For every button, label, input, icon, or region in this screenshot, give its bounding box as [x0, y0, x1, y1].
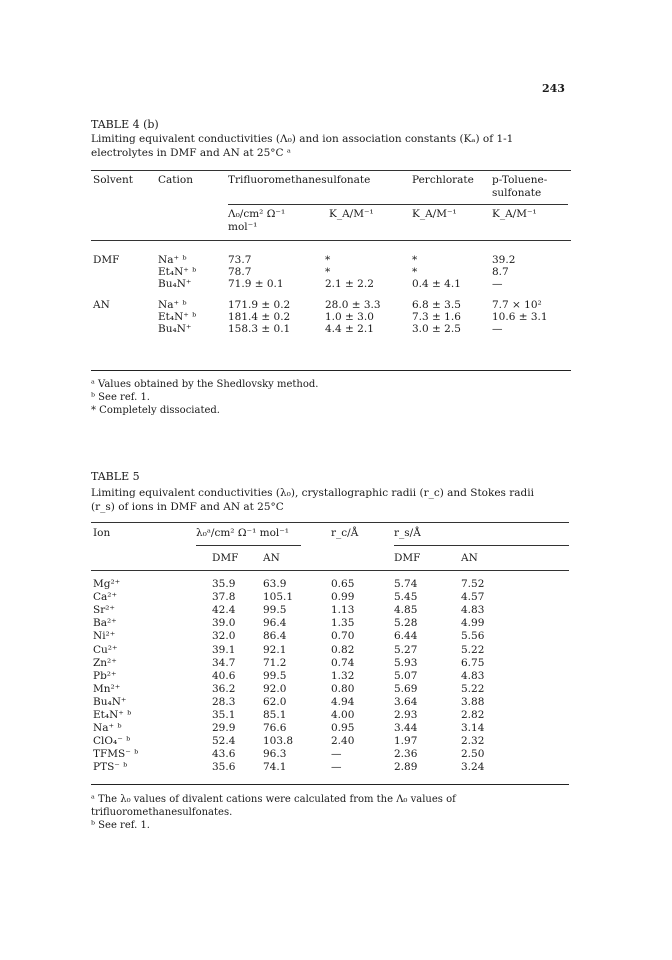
t5-cell-rc: —: [331, 761, 342, 774]
t4-cell-ka-tfms: 28.0 ± 3.3: [325, 299, 381, 311]
t5-cell-rs-an: 7.52: [461, 578, 485, 590]
t5-cell-lambda-dmf: 52.4: [212, 735, 236, 748]
t4-cell-ka-clo4: 0.4 ± 4.1: [412, 278, 461, 290]
t5-cell-rs-dmf: 5.28: [394, 617, 418, 630]
t4-cell-ka-tfms: 2.1 ± 2.2: [325, 278, 374, 290]
t5-cell-ion: ClO₄⁻ ᵇ: [93, 735, 131, 748]
t5-cell-rs-an: 3.14: [461, 722, 485, 735]
t5-cell-lambda-an: 99.5: [263, 604, 287, 617]
t4-cell-ka-clo4: 6.8 ± 3.5: [412, 299, 461, 311]
t4-cell-lambda: 71.9 ± 0.1: [228, 278, 284, 290]
t4-cell-lambda: 73.7: [228, 254, 252, 266]
t5-cell-ion: Sr²⁺: [93, 604, 115, 617]
t5-header-rc: r_c/Å: [331, 527, 359, 539]
t5-header-lambda: λ₀ᵃ/cm² Ω⁻¹ mol⁻¹: [196, 527, 290, 539]
t5-sub-an-rs: AN: [461, 552, 478, 564]
t5-cell-lambda-dmf: 39.1: [212, 643, 236, 656]
t5-header-rs: r_s/Å: [394, 527, 421, 539]
t5-cell-lambda-dmf: 34.7: [212, 656, 236, 669]
t5-cell-lambda-dmf: 29.9: [212, 722, 236, 735]
t4-cell-ka-clo4: 7.3 ± 1.6: [412, 311, 461, 323]
t4-unit-ka-clo4: K_A/M⁻¹: [412, 208, 457, 220]
t5-cell-rs-an: 5.22: [461, 682, 485, 695]
t5-cell-ion: Ba²⁺: [93, 617, 117, 630]
t5-cell-lambda-dmf: 28.3: [212, 695, 236, 708]
table4-header-bottom-rule: [91, 240, 571, 241]
t5-cell-lambda-an: 96.3: [263, 748, 287, 761]
t5-cell-rs-dmf: 5.69: [394, 682, 418, 695]
t5-cell-rc: 2.40: [331, 735, 355, 748]
t5-cell-rc: 0.74: [331, 656, 355, 669]
t5-cell-rs-an: 4.57: [461, 591, 485, 604]
t5-cell-lambda-dmf: 42.4: [212, 604, 236, 617]
t4-cell-ka-clo4: *: [412, 254, 418, 266]
t4-unit-ka-tfms: K_A/M⁻¹: [329, 208, 374, 220]
table5-note-a: ᵃ The λ₀ values of divalent cations were calculated from the Λ₀ values of trifluoromethanesulfonates.: [91, 794, 456, 818]
t5-cell-rs-an: 4.83: [461, 669, 485, 682]
table4-note-a: ᵃ Values obtained by the Shedlovsky method.: [91, 379, 319, 390]
t5-lambda-rule: [196, 545, 301, 546]
t4-cell-ka-pts: 8.7: [492, 266, 509, 278]
t5-cell-rc: 0.95: [331, 722, 355, 735]
t5-cell-lambda-an: 76.6: [263, 722, 287, 735]
t4-cell-cation: Na⁺ ᵇ: [158, 254, 187, 266]
t5-cell-ion: Ca²⁺: [93, 591, 118, 604]
t4-cell-ka-clo4: 3.0 ± 2.5: [412, 323, 461, 335]
t4-cell-ka-tfms: 4.4 ± 2.1: [325, 323, 374, 335]
t5-cell-rs-dmf: 3.44: [394, 722, 418, 735]
t5-cell-lambda-an: 92.1: [263, 643, 287, 656]
t5-cell-rs-dmf: 4.85: [394, 604, 418, 617]
t4-cell-ka-tfms: *: [325, 266, 331, 278]
table4-subheader-rule: [228, 204, 568, 205]
t5-cell-lambda-an: 63.9: [263, 578, 287, 590]
t5-cell-rc: 0.65: [331, 578, 355, 590]
t4-cell-ka-clo4: *: [412, 266, 418, 278]
table4-note-star: * Completely dissociated.: [91, 405, 220, 416]
t5-cell-rc: 1.35: [331, 617, 355, 630]
t5-cell-ion: Bu₄N⁺: [93, 695, 127, 708]
t4-cell-ka-pts: 10.6 ± 3.1: [492, 311, 548, 323]
t5-cell-rs-dmf: 2.89: [394, 761, 418, 774]
t4-header-cation: Cation: [158, 174, 193, 186]
t5-cell-ion: Zn²⁺: [93, 656, 117, 669]
t4-header-solvent: Solvent: [93, 174, 134, 186]
t5-cell-lambda-an: 85.1: [263, 709, 287, 721]
t5-cell-rs-dmf: 5.93: [394, 656, 418, 669]
t5-cell-rs-an: 3.24: [461, 761, 485, 774]
t5-cell-lambda-dmf: 37.8: [212, 591, 236, 604]
table5-top-rule: [91, 522, 569, 523]
t4-cell-lambda: 78.7: [228, 266, 252, 278]
t4-header-pts: p-Toluene-sulfonate: [492, 174, 548, 199]
t5-cell-rc: 0.70: [331, 630, 355, 643]
t5-cell-ion: Et₄N⁺ ᵇ: [93, 709, 132, 721]
t4-cell-ka-pts: —: [492, 278, 503, 290]
t5-cell-lambda-an: 96.4: [263, 617, 287, 630]
t5-cell-ion: PTS⁻ ᵇ: [93, 761, 128, 774]
t5-cell-ion: Pb²⁺: [93, 669, 117, 682]
t5-cell-lambda-dmf: 35.1: [212, 709, 236, 721]
table4-bottom-rule: [91, 370, 571, 371]
table4-caption: Limiting equivalent conductivities (Λ₀) and ion association constants (Kₐ) of 1-1 electrolytes in DMF and AN at 25°C ᵃ: [91, 133, 514, 159]
t5-cell-rs-an: 2.82: [461, 709, 485, 721]
t4-cell-ka-tfms: 1.0 ± 3.0: [325, 311, 374, 323]
t4-cell-ka-pts: —: [492, 323, 503, 335]
t4-cell-ka-pts: 39.2: [492, 254, 516, 266]
t4-cell-lambda: 171.9 ± 0.2: [228, 299, 291, 311]
table4-top-rule: [91, 170, 571, 171]
page-number: 243: [542, 82, 565, 95]
t4-unit-ka-pts: K_A/M⁻¹: [492, 208, 537, 220]
t5-cell-rc: 4.94: [331, 695, 355, 708]
t5-cell-ion: Mn²⁺: [93, 682, 121, 695]
t5-sub-an-lambda: AN: [263, 552, 280, 564]
t5-cell-rc: 0.80: [331, 682, 355, 695]
t5-cell-lambda-an: 62.0: [263, 695, 287, 708]
table5-bottom-rule: [91, 784, 569, 785]
t4-cell-cation: Et₄N⁺ ᵇ: [158, 311, 197, 323]
table5-note-b: ᵇ See ref. 1.: [91, 820, 150, 831]
t4-cell-cation: Et₄N⁺ ᵇ: [158, 266, 197, 278]
t5-cell-ion: Cu²⁺: [93, 643, 118, 656]
t4-header-tfms: Trifluoromethanesulfonate: [228, 174, 371, 186]
t5-cell-lambda-dmf: 39.0: [212, 617, 236, 630]
t5-cell-rs-an: 4.83: [461, 604, 485, 617]
t5-cell-rs-dmf: 3.64: [394, 695, 418, 708]
t5-cell-lambda-dmf: 32.0: [212, 630, 236, 643]
t5-cell-rs-dmf: 5.27: [394, 643, 418, 656]
t5-cell-lambda-an: 71.2: [263, 656, 287, 669]
t5-cell-ion: Ni²⁺: [93, 630, 116, 643]
t5-cell-lambda-an: 74.1: [263, 761, 287, 774]
t4-cell-cation: Bu₄N⁺: [158, 323, 192, 335]
t5-cell-lambda-dmf: 36.2: [212, 682, 236, 695]
t5-cell-rc: 1.13: [331, 604, 355, 617]
t5-cell-rs-dmf: 1.97: [394, 735, 418, 748]
t5-cell-rc: 1.32: [331, 669, 355, 682]
t5-cell-rc: 0.82: [331, 643, 355, 656]
t5-cell-ion: TFMS⁻ ᵇ: [93, 748, 139, 761]
t4-cell-cation: Na⁺ ᵇ: [158, 299, 187, 311]
t4-unit-lambda: Λ₀/cm² Ω⁻¹ mol⁻¹: [228, 208, 286, 233]
t5-cell-ion: Mg²⁺: [93, 578, 121, 590]
table5-header-bottom-rule: [91, 570, 569, 571]
t5-rs-rule: [394, 545, 569, 546]
t5-cell-lambda-an: 99.5: [263, 669, 287, 682]
t5-cell-rs-dmf: 2.36: [394, 748, 418, 761]
t5-cell-rs-an: 4.99: [461, 617, 485, 630]
t5-cell-lambda-an: 92.0: [263, 682, 287, 695]
table5-caption: Limiting equivalent conductivities (λ₀), crystallographic radii (r_c) and Stokes radii (r_s) of ions in DMF and AN at 25°C: [91, 487, 534, 513]
t5-cell-rc: —: [331, 748, 342, 761]
t4-cell-solvent: DMF: [93, 254, 120, 266]
t4-cell-ka-tfms: *: [325, 254, 331, 266]
t5-cell-rc: 0.99: [331, 591, 355, 604]
t5-cell-lambda-an: 105.1: [263, 591, 294, 604]
t5-cell-lambda-dmf: 43.6: [212, 748, 236, 761]
t5-cell-rs-an: 2.50: [461, 748, 485, 761]
table4-note-b: ᵇ See ref. 1.: [91, 392, 150, 403]
t4-cell-ka-pts: 7.7 × 10²: [492, 299, 542, 311]
t4-cell-solvent: AN: [93, 299, 110, 311]
t5-cell-lambda-dmf: 35.9: [212, 578, 236, 590]
t5-cell-ion: Na⁺ ᵇ: [93, 722, 122, 735]
t5-header-ion: Ion: [93, 527, 111, 539]
t5-sub-dmf-rs: DMF: [394, 552, 421, 564]
t4-cell-cation: Bu₄N⁺: [158, 278, 192, 290]
t5-cell-rs-dmf: 5.07: [394, 669, 418, 682]
table5-label: TABLE 5: [91, 470, 140, 483]
t5-cell-rs-dmf: 5.45: [394, 591, 418, 604]
t5-cell-lambda-an: 86.4: [263, 630, 287, 643]
t5-cell-lambda-dmf: 40.6: [212, 669, 236, 682]
t4-cell-lambda: 158.3 ± 0.1: [228, 323, 291, 335]
t5-cell-rs-dmf: 6.44: [394, 630, 418, 643]
t5-cell-rs-an: 5.22: [461, 643, 485, 656]
t5-cell-rs-an: 6.75: [461, 656, 485, 669]
t5-cell-rs-an: 3.88: [461, 695, 485, 708]
t5-cell-rs-an: 2.32: [461, 735, 485, 748]
table4-label: TABLE 4 (b): [91, 118, 159, 131]
t5-cell-rs-dmf: 2.93: [394, 709, 418, 721]
t5-sub-dmf-lambda: DMF: [212, 552, 239, 564]
t5-cell-rs-dmf: 5.74: [394, 578, 418, 590]
t4-cell-lambda: 181.4 ± 0.2: [228, 311, 291, 323]
t5-cell-lambda-dmf: 35.6: [212, 761, 236, 774]
t4-header-perchlorate: Perchlorate: [412, 174, 474, 186]
t5-cell-rs-an: 5.56: [461, 630, 485, 643]
t5-cell-lambda-an: 103.8: [263, 735, 294, 748]
t5-cell-rc: 4.00: [331, 709, 355, 721]
